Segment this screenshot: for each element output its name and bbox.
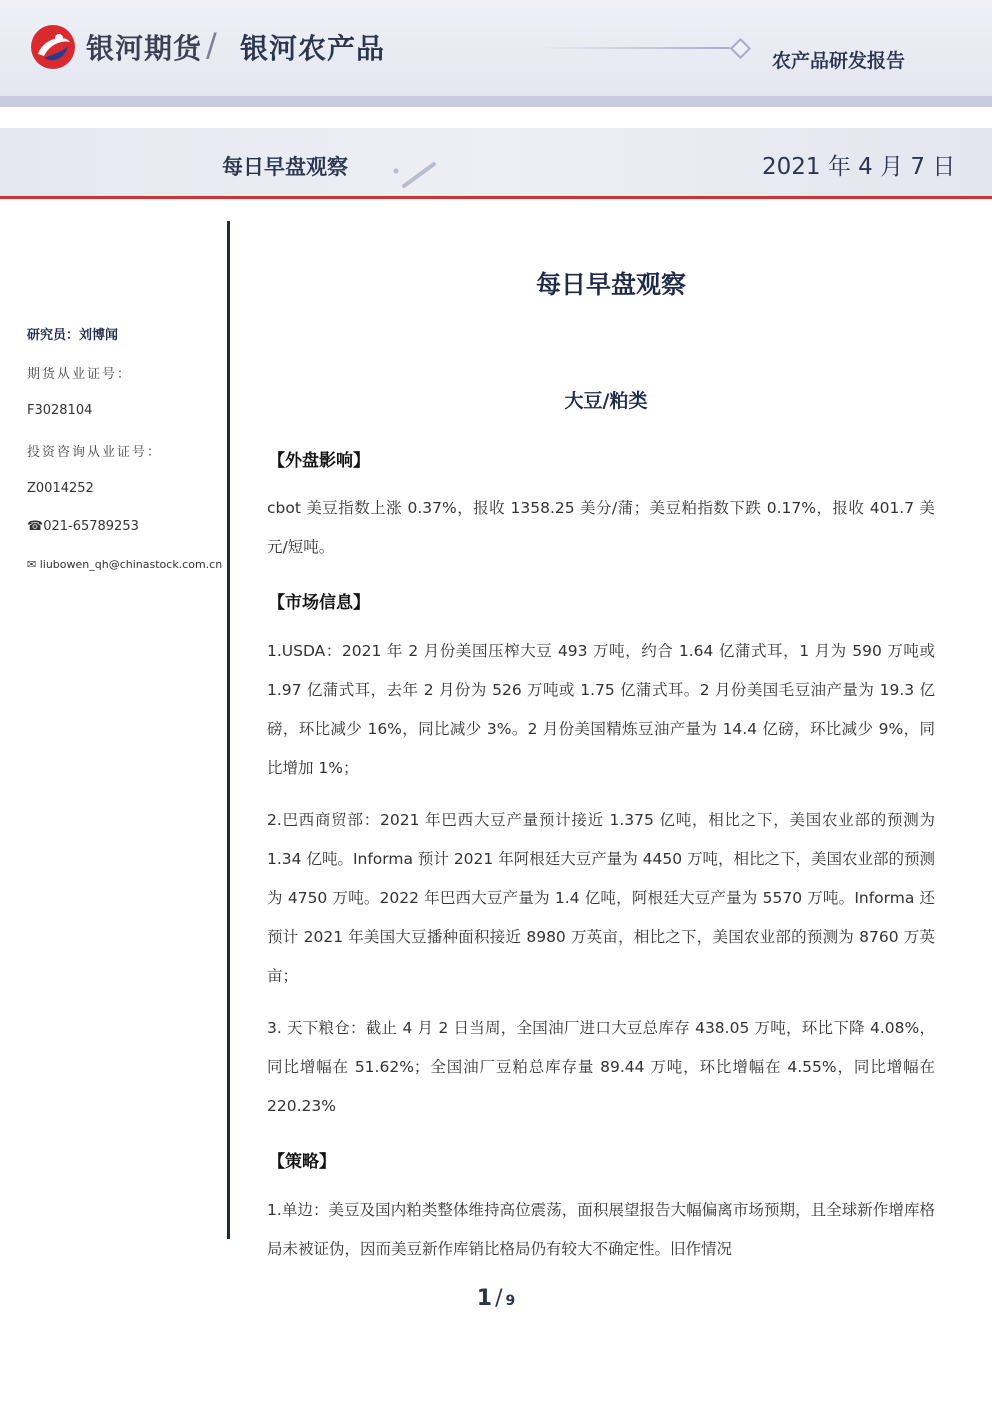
- paragraph-external: cbot 美豆指数上涨 0.37%，报收 1358.25 美分/蒲；美豆粕指数下跌 0.17%，报收 401.7 美元/短吨。: [267, 499, 935, 556]
- decorative-line: [540, 47, 730, 49]
- header-rule: [0, 96, 992, 107]
- paragraph-market-3: 3. 天下粮仓：截止 4 月 2 日当周，全国油厂进口大豆总库存 438.05 万吨，环比下降 4.08%，同比增幅在 51.62%；全国油厂豆粕总库存量 89.44 万吨，环比增幅在 4.55%，同比增幅在 220.23%: [267, 1019, 935, 1115]
- main-title: 每日早盘观察: [535, 270, 686, 299]
- report-type: 农产品研发报告: [772, 50, 906, 72]
- page-separator: /: [495, 1286, 503, 1311]
- paragraph-strategy-1: 1.单边：美豆及国内粕类整体维持高位震荡，面积展望报告大幅偏离市场预期，且全球新作增库格局未被证伪，因而美豆新作库销比格局仍有较大不确定性。旧作情况: [267, 1201, 935, 1258]
- page-total: 9: [505, 1293, 516, 1309]
- invest-cert-label: 投资咨询从业证号：: [27, 445, 163, 460]
- futures-cert-label: 期货从业证号：: [27, 367, 133, 382]
- email-address[interactable]: liubowen_qh@chinastock.com.cn: [39, 558, 223, 571]
- subheader-title: 每日早盘观察: [222, 155, 348, 179]
- heading-external: 【外盘影响】: [268, 451, 370, 471]
- page-number: [0, 1286, 992, 1311]
- company-logo: [30, 24, 76, 70]
- phone-number: ☎021-65789253: [27, 519, 139, 534]
- page-current: 1: [476, 1286, 493, 1311]
- paragraph-market-2: 2.巴西商贸部：2021 年巴西大豆产量预计接近 1.375 亿吨，相比之下，美国农业部的预测为 1.34 亿吨。Informa 预计 2021 年阿根廷大豆产量为 4450 万吨，相比之下，美国农业部的预测为 4750 万吨。2022 年巴西大豆产量为 1.4 亿吨，阿根廷大豆产量为 5570 万吨。Informa 还预计 2021 年美国大豆播种面积接近 8980 万英亩，相比之下，美国农业部的预测为 8760 万英亩；: [267, 811, 936, 985]
- report-date: 2021 年 4 月 7 日: [762, 154, 956, 180]
- section-title: 大豆/粕类: [564, 390, 648, 412]
- heading-strategy: 【策略】: [268, 1152, 336, 1172]
- vertical-divider: [227, 221, 230, 1239]
- mail-icon: ✉: [27, 558, 37, 571]
- division-name: 银河农产品: [240, 32, 386, 65]
- paragraph-market-1: 1.USDA：2021 年 2 月份美国压榨大豆 493 万吨，约合 1.64 亿蒲式耳，1 月为 590 万吨或 1.97 亿蒲式耳，去年 2 月份为 526 万吨或 1.75 亿蒲式耳。2 月份美国毛豆油产量为 19.3 亿磅，环比减少 16%，同比减少 3%。2 月份美国精炼豆油产量为 14.4 亿磅，环比减少 9%，同比增加 1%；: [267, 642, 935, 777]
- heading-market: 【市场信息】: [268, 593, 370, 613]
- brand-name: 银河期货: [86, 32, 203, 65]
- invest-cert-number: Z0014252: [27, 481, 94, 496]
- researcher-name: 研究员：刘博闻: [27, 328, 119, 343]
- futures-cert-number: F3028104: [27, 403, 93, 418]
- brand-slash: /: [206, 26, 217, 64]
- pen-decoration-icon: [390, 160, 460, 190]
- email-row[interactable]: [27, 558, 222, 571]
- subheader-red-rule: [0, 196, 992, 199]
